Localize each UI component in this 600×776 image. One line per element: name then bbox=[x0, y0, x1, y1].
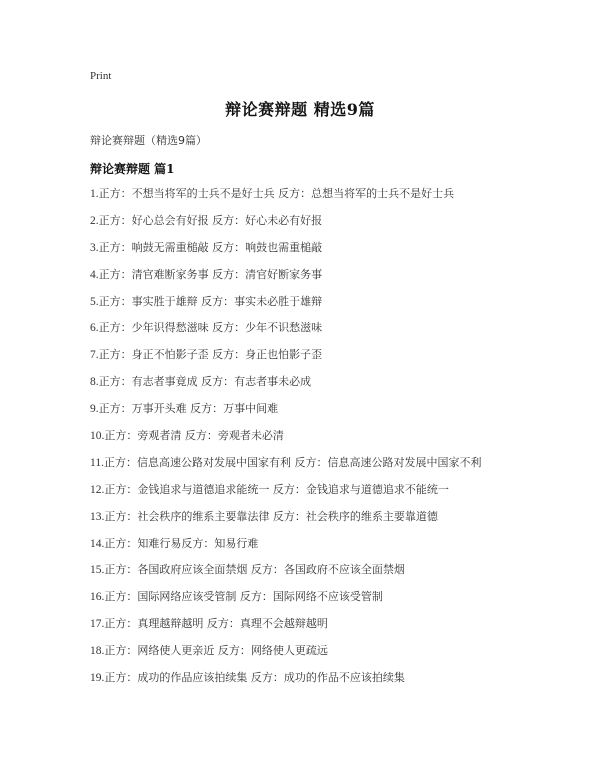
list-item bbox=[90, 186, 481, 213]
list-item bbox=[90, 643, 481, 670]
list-item bbox=[90, 401, 481, 428]
list-item-number: 11. bbox=[90, 456, 104, 469]
list-item bbox=[90, 616, 481, 643]
list-item-text: 正方：好心总会有好报 反方：好心未必有好报 bbox=[98, 213, 323, 227]
list-item-number: 6. bbox=[90, 322, 99, 335]
list-item-number: 15. bbox=[90, 564, 105, 577]
list-item-number: 8. bbox=[90, 376, 99, 389]
list-item-text: 正方：少年识得愁滋味 反方：少年不识愁滋味 bbox=[98, 321, 323, 335]
list-item-text: 正方：信息高速公路对发展中国家有利 反方：信息高速公路对发展中国家不利 bbox=[103, 455, 482, 469]
list-item-text: 正方：不想当将军的士兵不是好士兵 反方：总想当将军的士兵不是好士兵 bbox=[98, 187, 455, 200]
list-item bbox=[90, 509, 481, 536]
list-item-text: 正方：社会秩序的维系主要靠法律 反方：社会秩序的维系主要靠道德 bbox=[104, 509, 438, 523]
list-item-number: 12. bbox=[90, 483, 105, 496]
list-item bbox=[90, 267, 481, 294]
list-item-text: 正方：真理越辩越明 反方：真理不会越辩越明 bbox=[104, 617, 328, 631]
list-item bbox=[90, 562, 481, 589]
debate-topic-list bbox=[90, 186, 481, 697]
list-item bbox=[90, 428, 481, 455]
list-item-number: 14. bbox=[90, 537, 105, 550]
list-item-text: 正方：身正不怕影子歪 反方：身正也怕影子歪 bbox=[98, 348, 323, 362]
list-item-number: 4. bbox=[90, 268, 99, 281]
list-item-text: 正方：万事开头难 反方：万事中间难 bbox=[98, 402, 279, 416]
list-item-number: 17. bbox=[90, 618, 105, 631]
list-item-number: 9. bbox=[90, 403, 99, 416]
list-item-text: 正方：旁观者清 反方：旁观者未必清 bbox=[104, 429, 284, 443]
list-item-number: 7. bbox=[90, 349, 99, 362]
list-item-number: 3. bbox=[90, 241, 99, 254]
list-item bbox=[90, 240, 481, 267]
list-item bbox=[90, 670, 481, 697]
list-item bbox=[90, 482, 481, 509]
list-item-text: 正方：有志者事竟成 反方：有志者事未必成 bbox=[98, 375, 312, 389]
list-item-text: 正方：国际网络应该受管制 反方：国际网络不应该受管制 bbox=[104, 590, 383, 604]
list-item-text: 正方：金钱追求与道德追求能统一 反方：金钱追求与道德追求不能统一 bbox=[104, 482, 449, 496]
list-item bbox=[90, 455, 481, 482]
list-item bbox=[90, 213, 481, 240]
page-title: 辩论赛辩题 精选9篇 bbox=[225, 100, 375, 119]
list-item-text: 正方：各国政府应该全面禁烟 反方：各国政府不应该全面禁烟 bbox=[104, 563, 405, 577]
section-heading: 辩论赛辩题 篇1 bbox=[90, 162, 175, 176]
list-item bbox=[90, 374, 481, 401]
list-item bbox=[90, 589, 481, 616]
list-item-number: 13. bbox=[90, 510, 105, 523]
list-item-number: 16. bbox=[90, 591, 105, 604]
list-item-text: 正方：网络使人更亲近 反方：网络使人更疏远 bbox=[104, 644, 328, 658]
list-item-number: 1. bbox=[90, 188, 99, 200]
list-item-number: 2. bbox=[90, 214, 99, 227]
list-item bbox=[90, 536, 481, 563]
list-item-text: 正方：响鼓无需重槌敲 反方：响鼓也需重槌敲 bbox=[98, 240, 323, 254]
list-item-text: 正方：清官难断家务事 反方：清官好断家务事 bbox=[98, 267, 323, 281]
list-item-number: 5. bbox=[90, 295, 99, 308]
list-item bbox=[90, 320, 481, 347]
list-item bbox=[90, 294, 481, 321]
list-item bbox=[90, 347, 481, 374]
list-item-number: 19. bbox=[90, 672, 105, 685]
list-item-text: 正方：知难行易反方：知易行难 bbox=[104, 536, 259, 550]
print-link[interactable]: Print bbox=[90, 70, 112, 82]
subtitle: 辩论赛辩题（精选9篇） bbox=[90, 134, 207, 147]
list-item-number: 18. bbox=[90, 645, 105, 658]
list-item-text: 正方：成功的作品应该拍续集 反方：成功的作品不应该拍续集 bbox=[104, 671, 405, 685]
list-item-text: 正方：事实胜于雄辩 反方：事实未必胜于雄辩 bbox=[98, 294, 323, 308]
list-item-number: 10. bbox=[90, 430, 105, 443]
